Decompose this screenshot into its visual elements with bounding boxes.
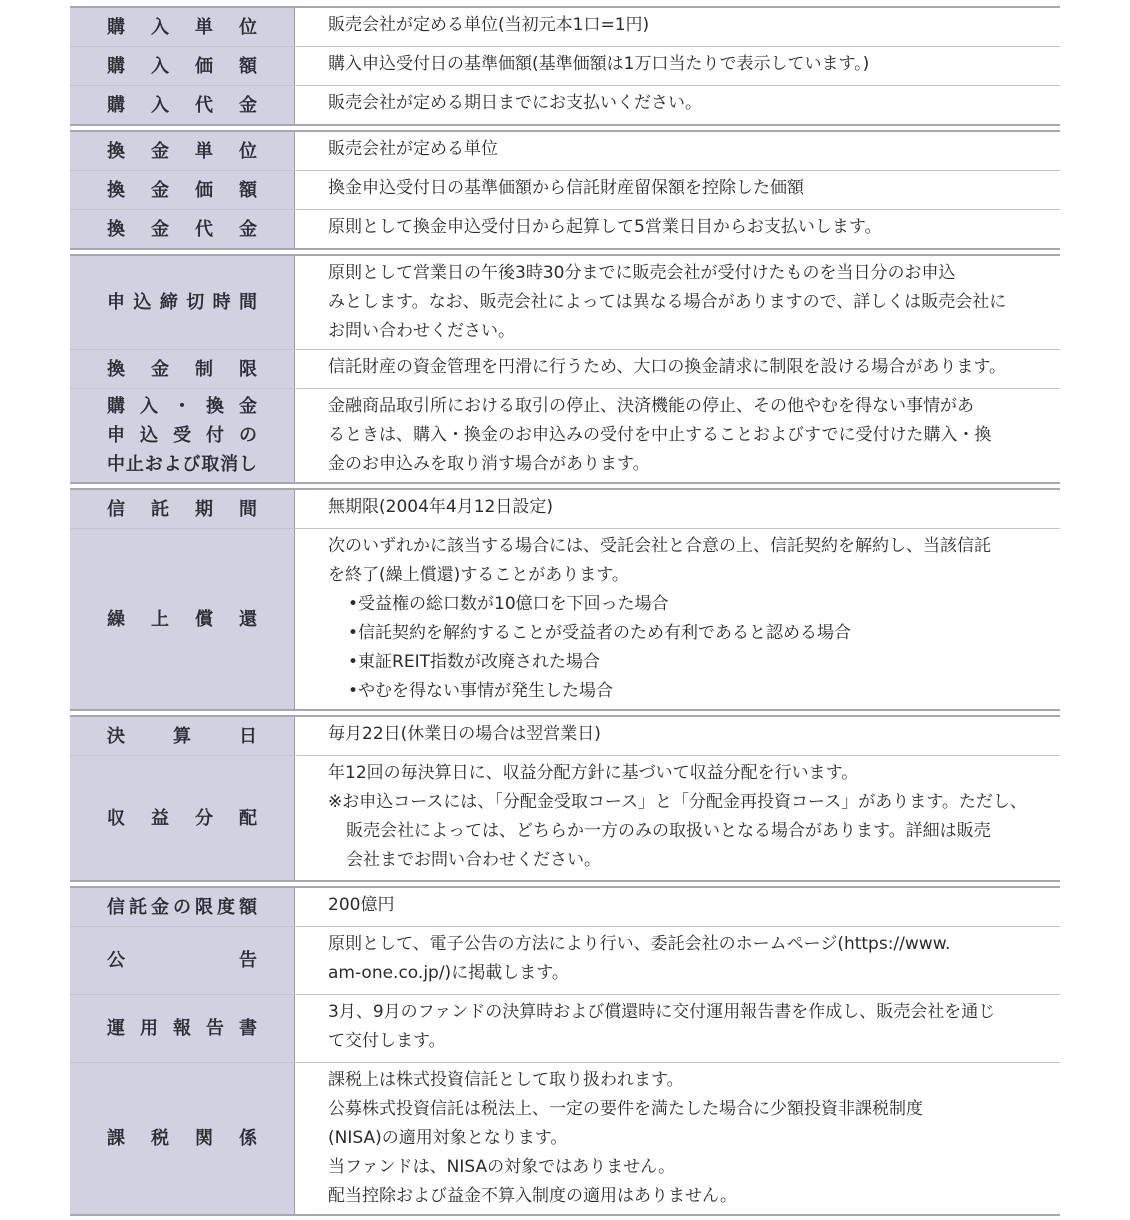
row-value-line: 原則として営業日の午後3時30分までに販売会社が受付けたものを当日分のお申込 (328, 263, 956, 283)
row-value-line: •信託契約を解約することが受益者のため有利であると認める場合 (348, 623, 852, 643)
row-label: 運用報告書 (107, 1018, 257, 1039)
row-label: 換金価額 (107, 179, 257, 201)
row-value-cell (295, 86, 1060, 124)
row-label-cell (70, 256, 295, 349)
row-value-line: 課税上は株式投資信託として取り扱われます。 (328, 1070, 684, 1090)
row-label: 換金制限 (107, 358, 257, 380)
table-row (70, 86, 1060, 124)
row-value-line: •東証REIT指数が改廃された場合 (348, 652, 600, 672)
row-value-line: 換金申込受付日の基準価額から信託財産留保額を控除した価額 (328, 178, 804, 198)
row-value-line: て交付します。 (328, 1031, 446, 1051)
row-value-line: 原則として、電子公告の方法により行い、委託会社のホームページ(https://www. (328, 934, 951, 954)
row-value-cell (295, 256, 1060, 349)
table-row (70, 927, 1060, 995)
row-label-cell (70, 995, 295, 1062)
row-label: 換金代金 (107, 218, 257, 240)
table-row (70, 756, 1060, 880)
fund-terms-table (70, 6, 1060, 1220)
row-value-line: 無期限(2004年4月12日設定) (328, 497, 553, 517)
row-value-line: (NISA)の適用対象となります。 (328, 1128, 568, 1148)
row-value-line: 販売会社が定める期日までにお支払いください。 (328, 93, 702, 113)
table-group (70, 886, 1060, 1216)
row-label-cell (70, 86, 295, 124)
row-value-cell (295, 717, 1060, 755)
table-row (70, 47, 1060, 86)
row-label-cell (70, 927, 295, 994)
table-group (70, 715, 1060, 882)
table-row (70, 389, 1060, 482)
row-value-line: 次のいずれかに該当する場合には、受託会社と合意の上、信託契約を解約し、当該信託 (328, 536, 991, 556)
row-value-line: •やむを得ない事情が発生した場合 (348, 681, 614, 701)
row-value-line: みとします。なお、販売会社によっては異なる場合がありますので、詳しくは販売会社に (328, 292, 1007, 312)
table-row (70, 132, 1060, 171)
table-row (70, 529, 1060, 709)
row-label: 購入代金 (107, 94, 257, 116)
row-label-cell (70, 8, 295, 46)
row-value-cell (295, 756, 1060, 880)
row-label: 申込締切時間 (107, 292, 257, 313)
table-row (70, 995, 1060, 1063)
table-group (70, 254, 1060, 484)
row-label-cell (70, 132, 295, 170)
table-row (70, 888, 1060, 927)
row-value-line: 信託財産の資金管理を円滑に行うため、大口の換金請求に制限を設ける場合があります。 (328, 357, 1006, 377)
row-value-cell (295, 490, 1060, 528)
row-value-line: 公募株式投資信託は税法上、一定の要件を満たした場合に少額投資非課税制度 (328, 1099, 923, 1119)
row-value-line: 販売会社によっては、どちらか一方のみの取扱いとなる場合があります。詳細は販売 (346, 821, 991, 841)
row-value-cell (295, 888, 1060, 926)
table-row (70, 210, 1060, 248)
row-value-cell (295, 210, 1060, 248)
row-label: 信託金の限度額 (107, 896, 257, 918)
row-value-line: 配当控除および益金不算入制度の適用はありません。 (328, 1186, 738, 1206)
row-label-cell (70, 756, 295, 880)
row-label-cell (70, 210, 295, 248)
row-value-cell (295, 132, 1060, 170)
row-value-cell (295, 1063, 1060, 1214)
table-group (70, 488, 1060, 711)
row-label: 購入・換金 申込受付の 中止および取消し (107, 396, 257, 475)
row-value-cell (295, 350, 1060, 388)
row-value-line: 200億円 (328, 895, 395, 915)
row-label-cell (70, 350, 295, 388)
row-value-line: を終了(繰上償還)することがあります。 (328, 565, 629, 585)
table-group (70, 6, 1060, 126)
row-label-cell (70, 529, 295, 709)
row-value-line: 販売会社が定める単位 (328, 139, 498, 159)
table-row (70, 717, 1060, 756)
row-value-line: るときは、購入・換金のお申込みの受付を中止することおよびすでに受付けた購入・換 (328, 425, 992, 445)
row-value-cell (295, 8, 1060, 46)
row-value-cell (295, 529, 1060, 709)
row-value-line: 年12回の毎決算日に、収益分配方針に基づいて収益分配を行います。 (328, 763, 859, 783)
row-label: 課税関係 (107, 1128, 257, 1149)
row-value-cell (295, 389, 1060, 482)
row-value-line: 金融商品取引所における取引の停止、決済機能の停止、その他やむを得ない事情があ (328, 396, 974, 416)
row-value-line: お問い合わせください。 (328, 321, 515, 341)
row-value-line: 3月、9月のファンドの決算時および償還時に交付運用報告書を作成し、販売会社を通じ (328, 1002, 996, 1022)
table-group (70, 130, 1060, 250)
row-label: 換金単位 (107, 140, 257, 162)
row-label-cell (70, 47, 295, 85)
row-label: 収益分配 (107, 807, 257, 829)
row-value-line: 毎月22日(休業日の場合は翌営業日) (328, 724, 601, 744)
table-row (70, 490, 1060, 529)
table-row (70, 256, 1060, 350)
table-row (70, 1063, 1060, 1214)
row-label: 繰上償還 (107, 608, 257, 630)
row-label-cell (70, 389, 295, 482)
row-label-cell (70, 1063, 295, 1214)
row-value-line: 当ファンドは、NISAの対象ではありません。 (328, 1157, 676, 1177)
row-label-cell (70, 171, 295, 209)
row-value-cell (295, 927, 1060, 994)
row-value-line: 金のお申込みを取り消す場合があります。 (328, 454, 650, 474)
row-value-line: ※お申込コースには、「分配金受取コース」と「分配金再投資コース」があります。ただし、 (328, 792, 1027, 812)
row-label: 決算日 (107, 725, 257, 747)
row-value-cell (295, 47, 1060, 85)
row-value-line: 購入申込受付日の基準価額(基準価額は1万口当たりで表示しています。) (328, 54, 870, 74)
row-value-line: am-one.co.jp/)に掲載します。 (328, 963, 569, 983)
row-label: 購入単位 (107, 16, 257, 38)
table-row (70, 8, 1060, 47)
row-value-line: 会社までお問い合わせください。 (346, 850, 601, 870)
row-label-cell (70, 717, 295, 755)
table-row (70, 171, 1060, 210)
row-label: 公告 (107, 950, 257, 971)
row-label-cell (70, 888, 295, 926)
row-value-cell (295, 995, 1060, 1062)
row-value-line: •受益権の総口数が10億口を下回った場合 (348, 594, 669, 614)
row-label: 信託期間 (107, 498, 257, 520)
table-row (70, 350, 1060, 389)
row-value-cell (295, 171, 1060, 209)
row-value-line: 販売会社が定める単位(当初元本1口=1円) (328, 15, 650, 35)
row-label-cell (70, 490, 295, 528)
row-label: 購入価額 (107, 55, 257, 77)
row-value-line: 原則として換金申込受付日から起算して5営業日目からお支払いします。 (328, 217, 882, 237)
